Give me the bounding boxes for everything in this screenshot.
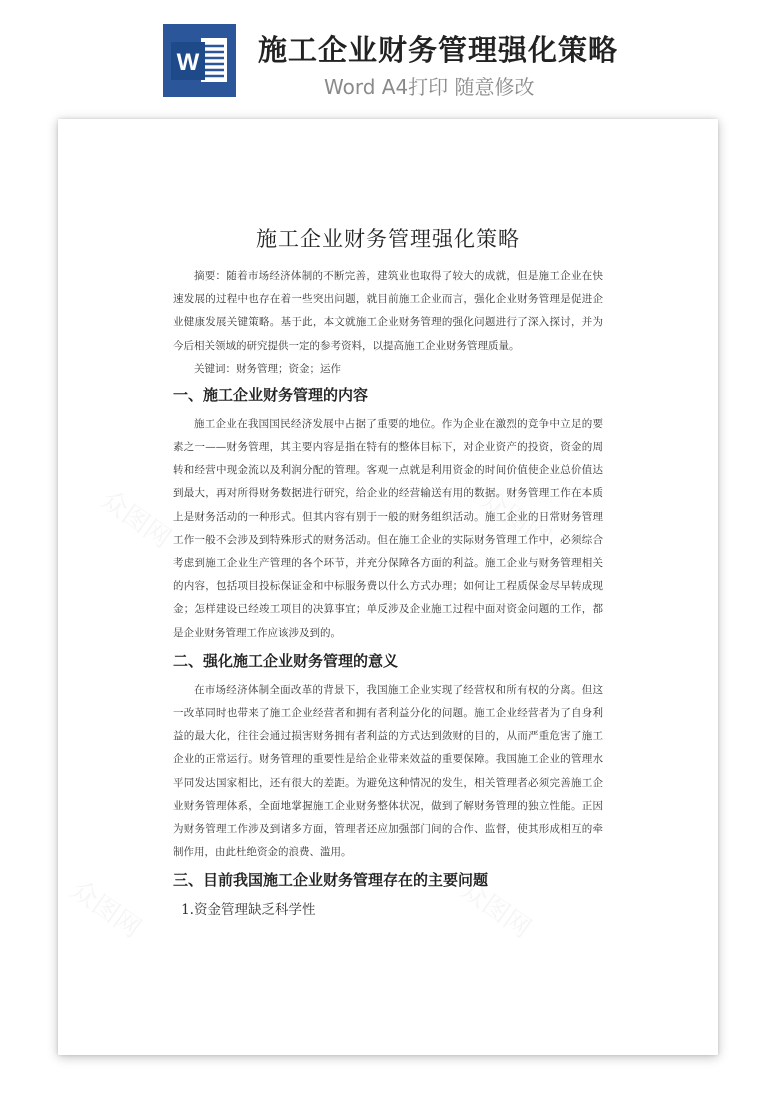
subsection-heading-1: 1.资金管理缺乏科学性 — [181, 902, 316, 919]
watermark: 众图网 — [455, 874, 537, 945]
word-document-icon — [163, 24, 236, 97]
banner-subtitle: Word A4打印 随意修改 — [324, 75, 535, 99]
section-1-paragraph: 施工企业在我国国民经济发展中占据了重要的地位。作为企业在激烈的竞争中立足的要素之一——财务管理，其主要内容是指在特有的整体目标下，对企业资产的投资，资金的周转和经营中现金流以及利润分配的管理。客观一点就是利用资金的时间价值使企业总价值达到最大，再对所得财务数据进行研究，给企业的经营输送有用的数据。财务管理工作在本质上是财务活动的一种形式。但其内容有别于一般的财务组织活动。施工企业的日常财务管理工作一般不会涉及到特殊形式的财务活动。但在施工企业的实际财务管理工作中，必须综合考虑到施工企业生产管理的各个环节，并充分保障各方面的利益。施工企业与财务管理相关的内容，包括项目投标保证金和中标服务费以什么方式办理；如何让工程质保金尽早转成现金；怎样建设已经竣工项目的决算事宜；单反涉及企业施工过程中面对资金问题的工作，都是企业财务管理工作应该涉及到的。 — [173, 417, 603, 639]
document-page — [58, 119, 718, 1055]
document-title: 施工企业财务管理强化策略 — [256, 227, 520, 251]
section-2-paragraph: 在市场经济体制全面改革的背景下，我国施工企业实现了经营权和所有权的分离。但这一改革同时也带来了施工企业经营者和拥有者利益分化的问题。施工企业经营者为了自身利益的最大化，往往会通过损害财务拥有者利益的方式达到敛财的目的，从而严重危害了施工企业的正常运行。财务管理的重要性是给企业带来效益的重要保障。我国施工企业的管理水平同发达国家相比，还有很大的差距。为避免这种情况的发生，相关管理者必须完善施工企业财务管理体系，全面地掌握施工企业财务整体状况，做到了解财务管理的独立性能。正因为财务管理工作涉及到诸多方面，管理者还应加强部门间的合作、监督，使其形成相互的牵制作用，由此杜绝资金的浪费、滥用。 — [173, 683, 603, 859]
abstract-paragraph: 摘要：随着市场经济体制的不断完善，建筑业也取得了较大的成就，但是施工企业在快速发展的过程中也存在着一些突出问题，就目前施工企业而言，强化企业财务管理是促进企业健康发展关键策略。基于此，本文就施工企业财务管理的强化问题进行了深入探讨，并为今后相关领域的研究提供一定的参考资料，以提高施工企业财务管理质量。 — [173, 270, 603, 352]
keywords-line: 关键词：财务管理；资金；运作 — [194, 362, 341, 375]
section-heading-3: 三、目前我国施工企业财务管理存在的主要问题 — [173, 871, 489, 890]
watermark: 众图网 — [65, 874, 147, 945]
banner-title: 施工企业财务管理强化策略 — [258, 33, 619, 67]
watermark: 众图网 — [95, 484, 177, 555]
section-heading-1: 一、施工企业财务管理的内容 — [173, 385, 369, 404]
header-banner — [0, 0, 774, 118]
document-body — [173, 223, 603, 922]
word-icon-letter: W — [176, 49, 200, 76]
watermark: 众图网 — [475, 484, 557, 555]
section-heading-2: 二、强化施工企业财务管理的意义 — [173, 651, 399, 670]
